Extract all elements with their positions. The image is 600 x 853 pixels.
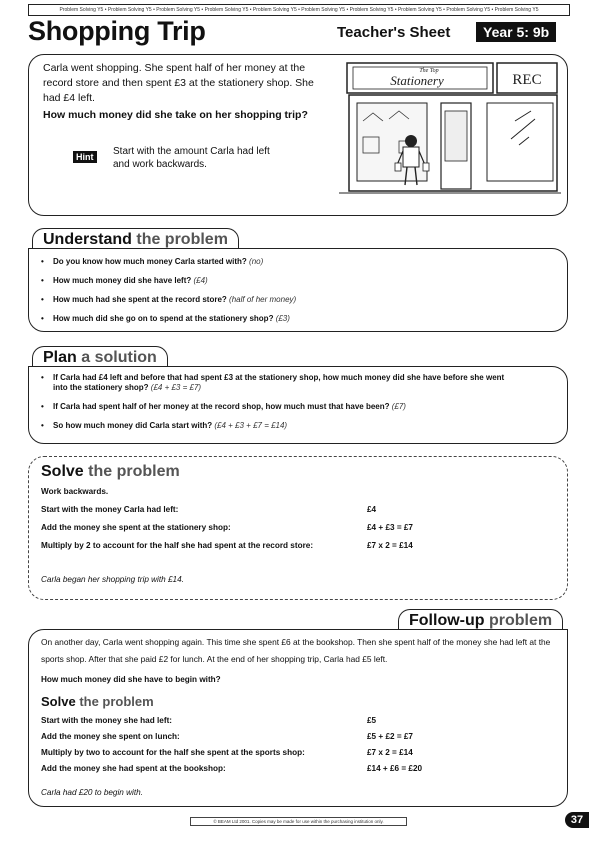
- shop-illustration: [339, 61, 561, 201]
- hint-label: Hint: [73, 151, 97, 163]
- plan-title-lite: a solution: [81, 349, 157, 366]
- solve-row-label: Multiply by 2 to account for the half she had spent at the record store:: [41, 541, 314, 550]
- problem-box: [28, 54, 568, 216]
- solve-conclusion: Carla began her shopping trip with £14.: [41, 575, 184, 584]
- followup-row-value: £5: [367, 716, 377, 725]
- problem-question: How much money did she take on her shopping trip?: [43, 109, 308, 121]
- followup-row-label: Add the money she spent on lunch:: [41, 732, 180, 741]
- solve-row-value: £7 x 2 = £14: [367, 541, 413, 550]
- year-badge: Year 5: 9b: [476, 22, 556, 42]
- solve-intro: Work backwards.: [41, 487, 109, 496]
- problem-story: Carla went shopping. She spent half of her money at the record store and then spent £3 at the stationery shop. She had £4 left.: [43, 62, 314, 104]
- list-item: • How much had she spent at the record store? (half of her money): [41, 295, 296, 305]
- record-sign-text: REC: [512, 72, 542, 88]
- list-item: • If Carla had £4 left and before that had spent £3 at the stationery shop, how much money did she have before she went into the stationery shop? (£4 + £3 = £7): [41, 373, 511, 393]
- solve-row-value: £4: [367, 505, 377, 514]
- hint-text: Start with the amount Carla had left and work backwards.: [113, 146, 270, 170]
- followup-title: Follow-up: [409, 612, 485, 629]
- followup-row-label: Add the money she had spent at the bookshop:: [41, 764, 226, 773]
- followup-row-label: Multiply by two to account for the half she spent at the sports shop:: [41, 748, 305, 757]
- understand-box: [28, 248, 568, 332]
- list-item: • If Carla had spent half of her money at the record shop, how much must that have been? (£7): [41, 402, 511, 412]
- followup-solve-heading: Solve the problem: [41, 694, 154, 709]
- followup-question: How much money did she have to begin with?: [41, 675, 221, 684]
- followup-paragraph: On another day, Carla went shopping again. This time she spent £6 at the bookshop. Then she spent half of the money she had left at the sports shop. After that she paid £2 for lunch. At the end of her shopping trip, Carla had £5 left.: [41, 637, 551, 664]
- shop-sign-text: Stationery: [390, 73, 444, 88]
- understand-title: Understand: [43, 231, 132, 248]
- followup-row-value: £5 + £2 = £7: [367, 732, 413, 741]
- followup-row-value: £7 x 2 = £14: [367, 748, 413, 757]
- header-strip: Problem Solving Y5 • Problem Solving Y5 • Problem Solving Y5 • Problem Solving Y5 • Problem Solving Y5 • Problem Solving Y5 • Problem Solving Y5 • Problem Solving Y5 • Problem Solving Y5 • Problem Solving Y5: [28, 4, 570, 16]
- solve-box: [28, 456, 568, 600]
- plan-box: [28, 366, 568, 444]
- solve-heading: Solve the problem: [41, 463, 180, 480]
- understand-tab: [32, 228, 239, 249]
- list-item: • How much money did she have left? (£4): [41, 276, 296, 286]
- followup-title-lite: problem: [488, 612, 553, 629]
- list-item: • How much did she go on to spend at the stationery shop? (£3): [41, 314, 296, 324]
- solve-row-value: £4 + £3 = £7: [367, 523, 413, 532]
- plan-title: Plan: [43, 349, 77, 366]
- sheet-label: Teacher's Sheet: [337, 24, 451, 41]
- list-item: • Do you know how much money Carla started with? (no): [41, 257, 296, 267]
- followup-row-label: Start with the money she had left:: [41, 716, 173, 725]
- followup-tab: [398, 609, 563, 630]
- followup-row-value: £14 + £6 = £20: [367, 764, 423, 773]
- solve-row-label: Start with the money Carla had left:: [41, 505, 179, 514]
- copyright-footer: © BEAM Ltd 2001. Copies may be made for use within the purchasing institution only.: [190, 817, 407, 826]
- solve-row-label: Add the money she spent at the stationery shop:: [41, 523, 231, 532]
- followup-box: [28, 629, 568, 807]
- shop-sign-small: The Top: [419, 68, 439, 74]
- list-item: • So how much money did Carla start with? (£4 + £3 + £7 = £14): [41, 421, 511, 431]
- understand-list: [41, 257, 296, 333]
- plan-list: [41, 373, 511, 440]
- understand-title-lite: the problem: [136, 231, 228, 248]
- page-title: Shopping Trip: [28, 16, 206, 46]
- plan-tab: [32, 346, 168, 367]
- page-number: 37: [565, 812, 589, 828]
- followup-conclusion: Carla had £20 to begin with.: [41, 788, 143, 797]
